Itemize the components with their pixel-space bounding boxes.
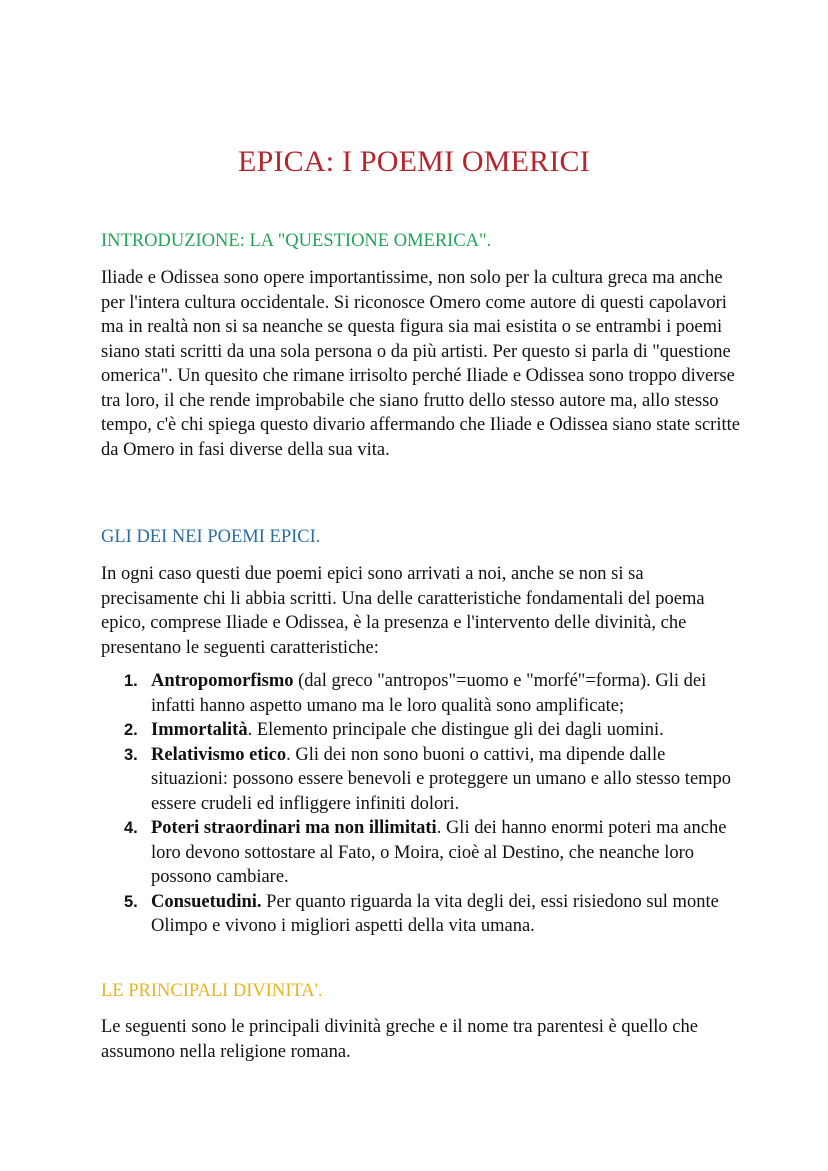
list-item-term: Poteri straordinari ma non illimitati [151, 818, 437, 838]
section-paragraph-dei: In ogni caso questi due poemi epici sono arrivati a noi, anche se non si sa precisamente chi li abbia scritti. Una delle caratteristiche fondamentali del poema epico, comprese Iliade e Odissea, è la presenza e l'intervento delle divinità, che presentano le seguenti caratteristiche: [101, 564, 705, 658]
list-item-number: 5. [124, 892, 138, 911]
section-heading-divinita: LE PRINCIPALI DIVINITA'. [101, 981, 323, 1001]
characteristics-list [101, 669, 741, 939]
list-item-text: . Elemento principale che distingue gli dei dagli uomini. [247, 720, 664, 740]
section-paragraph-introduzione: Iliade e Odissea sono opere importantissime, non solo per la cultura greca ma anche per l'intera cultura occidentale. Si riconosce Omero come autore di questi capolavori ma in realtà non si sa neanche se questa figura sia mai esistita o se entrambi i poemi siano stati scritti da una sola persona o da più artisti. Per questo si parla di "questione omerica". Un quesito che rimane irrisolto perché Iliade e Odissea sono troppo diverse tra loro, il che rende improbabile che siano frutto dello stesso autore ma, allo stesso tempo, c'è chi spiega questo divario affermando che Iliade e Odissea siano state scritte da Omero in fasi diverse della sua vita. [101, 268, 740, 460]
list-item [101, 718, 741, 743]
list-item-text: . Gli dei hanno enormi poteri ma anche loro devono sottostare al Fato, o Moira, cioè al Destino, che neanche loro possono cambiare. [151, 818, 727, 887]
section-paragraph-divinita: Le seguenti sono le principali divinità greche e il nome tra parentesi è quello che assumono nella religione romana. [101, 1017, 698, 1062]
list-item-number: 1. [124, 672, 138, 690]
list-item-term: Relativismo etico [151, 744, 287, 765]
list-item-term: Antropomorfismo [151, 671, 294, 691]
list-item [101, 743, 741, 817]
page-title: EPICA: I POEMI OMERICI [238, 145, 590, 178]
list-item [101, 669, 741, 718]
list-item-text: . Gli dei non sono buoni o cattivi, ma dipende dalle situazioni: possono essere benevoli e proteggere un umano e allo stesso tempo essere crudeli ed infliggere infiniti dolori. [151, 744, 732, 814]
list-item-text: Per quanto riguarda la vita degli dei, essi risiedono sul monte Olimpo e vivono i migliori aspetti della vita umana. [151, 891, 719, 936]
list-item-number: 3. [124, 745, 138, 764]
list-item-text: (dal greco "antropos"=uomo e "morfé"=forma). Gli dei infatti hanno aspetto umano ma le loro qualità sono amplificate; [151, 671, 707, 716]
list-item-number: 4. [124, 819, 138, 837]
list-item-number: 2. [124, 721, 138, 739]
list-item [101, 890, 741, 939]
section-heading-dei: GLI DEI NEI POEMI EPICI. [101, 527, 321, 547]
section-heading-introduzione: INTRODUZIONE: LA "QUESTIONE OMERICA". [101, 231, 492, 251]
list-item-term: Immortalità [151, 720, 248, 740]
list-item [101, 816, 741, 890]
list-item-term: Consuetudini. [151, 891, 262, 912]
